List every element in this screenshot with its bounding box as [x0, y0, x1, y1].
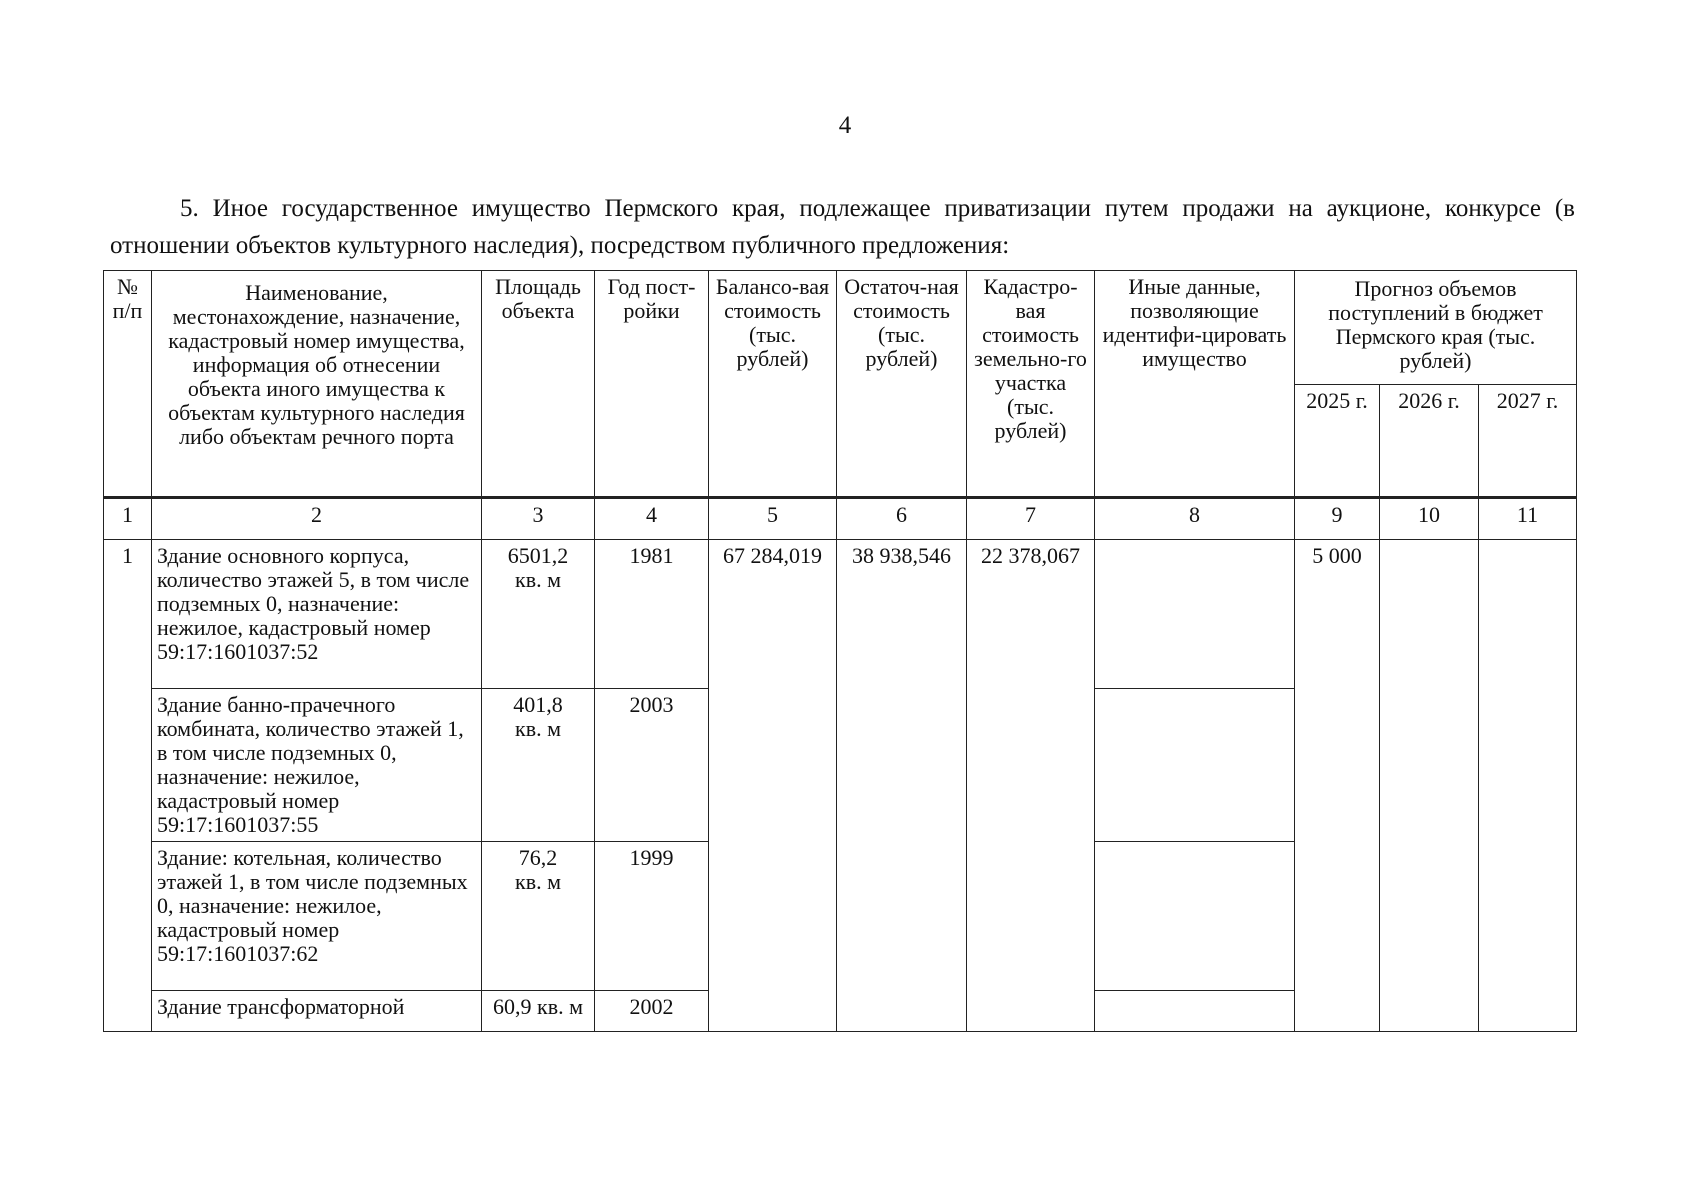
cadastral-land-value: 22 378,067 — [967, 540, 1095, 1032]
page-number: 4 — [838, 112, 852, 139]
header-2025: 2025 г. — [1295, 385, 1380, 498]
area-value: 60,9 кв. м — [493, 994, 583, 1019]
object-name: Здание банно-прачечного комбината, количество этажей 1, в том числе подземных 0, назначение: нежилое, кадастровый номер 59:17:1601037:55 — [152, 689, 482, 842]
object-name: Здание основного корпуса, количество этажей 5, в том числе подземных 0, назначение: нежилое, кадастровый номер 59:17:1601037:52 — [152, 540, 482, 689]
object-area — [482, 991, 595, 1032]
column-number: 6 — [837, 498, 967, 540]
column-number-row — [104, 498, 1577, 540]
section-heading: 5. Иное государственное имущество Пермского края, подлежащее приватизации путем продажи на аукционе, конкурсе (в отношении объектов культурного наследия), посредством публичного предложения: — [110, 195, 1575, 259]
column-number: 5 — [709, 498, 837, 540]
area-value: 76,2 — [518, 845, 558, 870]
property-table — [103, 270, 1577, 1032]
object-year: 1981 — [595, 540, 709, 689]
area-value: 401,8 — [513, 692, 563, 717]
column-number: 11 — [1479, 498, 1577, 540]
header-cadastral-land: Кадастро-вая стоимость земельно-го участка (тыс. рублей) — [967, 271, 1095, 498]
column-number: 1 — [104, 498, 152, 540]
header-balance: Балансо-вая стоимость (тыс. рублей) — [709, 271, 837, 498]
area-value: 6501,2 — [507, 543, 569, 568]
header-row-1 — [104, 271, 1577, 385]
object-year: 2002 — [595, 991, 709, 1032]
area-unit: кв. м — [515, 869, 561, 894]
table-row — [104, 540, 1577, 689]
area-unit: кв. м — [515, 567, 561, 592]
column-number: 7 — [967, 498, 1095, 540]
other-data — [1095, 991, 1295, 1032]
other-data — [1095, 689, 1295, 842]
forecast-2026 — [1380, 540, 1479, 1032]
header-2026: 2026 г. — [1380, 385, 1479, 498]
header-area: Площадь объекта — [482, 271, 595, 498]
header-name: Наименование, местонахождение, назначение, кадастровый номер имущества, информация об отнесении объекта иного имущества к объектам культурного наследия либо объектам речного порта — [152, 271, 482, 498]
column-number: 9 — [1295, 498, 1380, 540]
forecast-2027 — [1479, 540, 1577, 1032]
object-year: 2003 — [595, 689, 709, 842]
balance-value: 67 284,019 — [709, 540, 837, 1032]
row-number: 1 — [104, 540, 152, 1032]
object-name: Здание: котельная, количество этажей 1, в том числе подземных 0, назначение: нежилое, кадастровый номер 59:17:1601037:62 — [152, 842, 482, 991]
column-number: 8 — [1095, 498, 1295, 540]
residual-value: 38 938,546 — [837, 540, 967, 1032]
object-year: 1999 — [595, 842, 709, 991]
column-number: 3 — [482, 498, 595, 540]
object-area — [482, 540, 595, 689]
header-residual: Остаточ-ная стоимость (тыс. рублей) — [837, 271, 967, 498]
header-2027: 2027 г. — [1479, 385, 1577, 498]
other-data — [1095, 842, 1295, 991]
forecast-2025: 5 000 — [1295, 540, 1380, 1032]
header-forecast: Прогноз объемов поступлений в бюджет Пермского края (тыс. рублей) — [1295, 271, 1577, 385]
header-other-data: Иные данные, позволяющие идентифи-цировать имущество — [1095, 271, 1295, 498]
object-area — [482, 842, 595, 991]
other-data — [1095, 540, 1295, 689]
area-unit: кв. м — [515, 716, 561, 741]
header-year: Год пост-ройки — [595, 271, 709, 498]
header-num: № п/п — [104, 271, 152, 498]
column-number: 2 — [152, 498, 482, 540]
object-name: Здание трансформаторной — [152, 991, 482, 1032]
column-number: 4 — [595, 498, 709, 540]
object-area — [482, 689, 595, 842]
column-number: 10 — [1380, 498, 1479, 540]
